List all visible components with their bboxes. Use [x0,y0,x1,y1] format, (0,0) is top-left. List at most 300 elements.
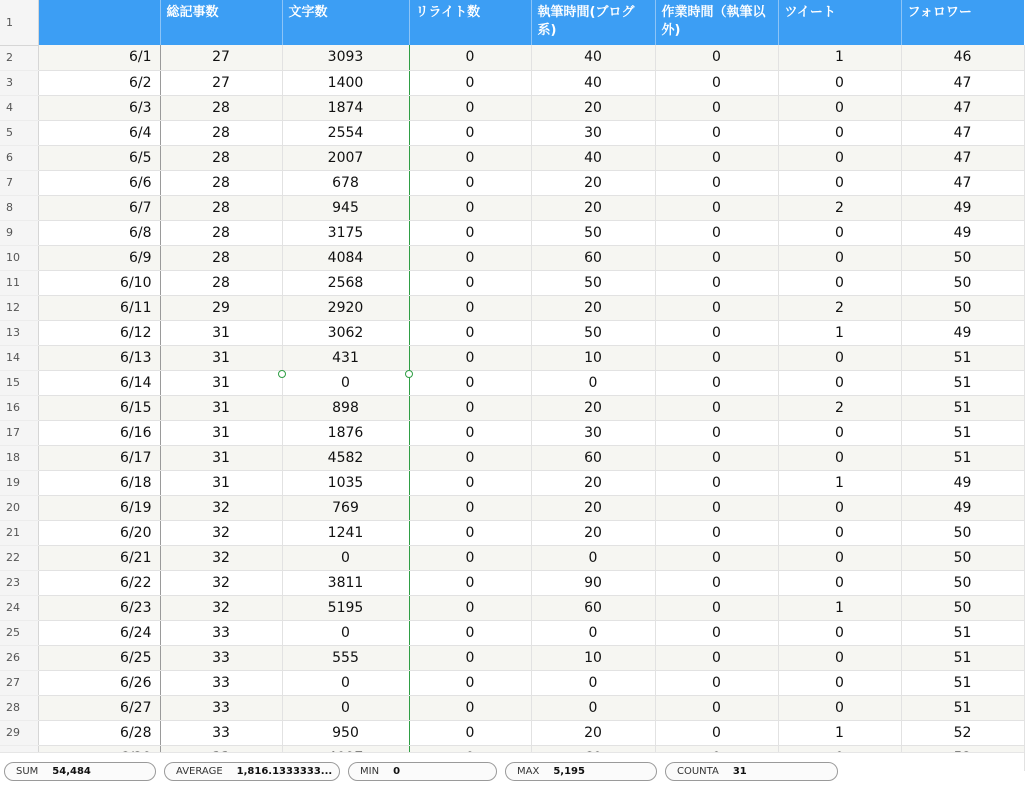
cell-character-count[interactable]: 769 [282,495,409,520]
cell-date[interactable]: 6/19 [38,495,160,520]
cell-writing-time[interactable]: 20 [531,295,655,320]
table-row [0,545,1024,570]
cell-work-time[interactable]: 0 [655,170,778,195]
cell-rewrites[interactable]: 0 [409,320,531,345]
table-row [0,595,1024,620]
row-number[interactable]: 4 [0,95,38,120]
cell-work-time[interactable]: 0 [655,345,778,370]
cell-character-count[interactable]: 1241 [282,520,409,545]
cell-total-articles[interactable]: 31 [160,370,282,395]
cell-work-time[interactable]: 0 [655,195,778,220]
cell-rewrites[interactable]: 0 [409,245,531,270]
cell-character-count[interactable]: 3062 [282,320,409,345]
cell-total-articles[interactable]: 28 [160,195,282,220]
cell-date[interactable]: 6/3 [38,95,160,120]
cell-followers[interactable]: 49 [901,470,1024,495]
cell-date[interactable]: 6/27 [38,695,160,720]
cell-work-time[interactable]: 0 [655,245,778,270]
cell-followers[interactable]: 50 [901,545,1024,570]
cell-followers[interactable]: 51 [901,345,1024,370]
cell-total-articles[interactable]: 33 [160,720,282,745]
cell-work-time[interactable]: 0 [655,645,778,670]
cell-character-count[interactable]: 4582 [282,445,409,470]
cell-tweets[interactable]: 0 [778,495,901,520]
cell-total-articles[interactable]: 31 [160,395,282,420]
cell-total-articles[interactable]: 32 [160,570,282,595]
cell-rewrites[interactable]: 0 [409,720,531,745]
cell-work-time[interactable]: 0 [655,295,778,320]
cell-tweets[interactable]: 0 [778,645,901,670]
cell-writing-time[interactable]: 50 [531,220,655,245]
cell-tweets[interactable]: 0 [778,220,901,245]
cell-tweets[interactable]: 0 [778,420,901,445]
cell-writing-time[interactable]: 20 [531,170,655,195]
cell-total-articles[interactable]: 31 [160,345,282,370]
table-row [0,420,1024,445]
table-row [0,120,1024,145]
cell-character-count[interactable]: 431 [282,345,409,370]
header-cell-work-time[interactable]: 作業時間（執筆以外) [655,0,778,45]
status-bar [0,752,1024,790]
cell-character-count[interactable]: 1035 [282,470,409,495]
cell-total-articles[interactable]: 32 [160,595,282,620]
row-number[interactable]: 6 [0,145,38,170]
cell-tweets[interactable]: 0 [778,345,901,370]
row-number[interactable]: 21 [0,520,38,545]
cell-date[interactable]: 6/2 [38,70,160,95]
cell-followers[interactable]: 50 [901,295,1024,320]
cell-date[interactable]: 6/21 [38,545,160,570]
cell-tweets[interactable]: 1 [778,720,901,745]
cell-rewrites[interactable]: 0 [409,170,531,195]
cell-date[interactable]: 6/15 [38,395,160,420]
cell-total-articles[interactable]: 28 [160,245,282,270]
cell-followers[interactable]: 51 [901,645,1024,670]
cell-writing-time[interactable]: 20 [531,470,655,495]
cell-total-articles[interactable]: 31 [160,420,282,445]
cell-character-count[interactable]: 945 [282,195,409,220]
table-row [0,670,1024,695]
cell-character-count[interactable]: 2568 [282,270,409,295]
cell-tweets[interactable]: 0 [778,145,901,170]
cell-total-articles[interactable]: 31 [160,445,282,470]
cell-work-time[interactable]: 0 [655,470,778,495]
row-number[interactable]: 29 [0,720,38,745]
row-number[interactable]: 3 [0,70,38,95]
cell-rewrites[interactable]: 0 [409,645,531,670]
cell-writing-time[interactable]: 10 [531,345,655,370]
cell-writing-time[interactable]: 40 [531,70,655,95]
row-number[interactable]: 23 [0,570,38,595]
row-number[interactable]: 9 [0,220,38,245]
table-row [0,495,1024,520]
cell-tweets[interactable]: 2 [778,295,901,320]
cell-writing-time[interactable]: 40 [531,45,655,70]
cell-character-count[interactable]: 0 [282,545,409,570]
table-row [0,620,1024,645]
cell-writing-time[interactable]: 40 [531,145,655,170]
cell-tweets[interactable]: 0 [778,245,901,270]
cell-date[interactable]: 6/6 [38,170,160,195]
row-number[interactable]: 13 [0,320,38,345]
cell-followers[interactable]: 49 [901,220,1024,245]
cell-writing-time[interactable]: 20 [531,95,655,120]
cell-character-count[interactable]: 5195 [282,595,409,620]
min-label: MIN [360,766,380,777]
cell-work-time[interactable]: 0 [655,570,778,595]
cell-character-count[interactable]: 1874 [282,95,409,120]
cell-followers[interactable]: 47 [901,70,1024,95]
cell-followers[interactable]: 51 [901,695,1024,720]
cell-work-time[interactable]: 0 [655,320,778,345]
cell-total-articles[interactable]: 28 [160,95,282,120]
cell-followers[interactable]: 47 [901,95,1024,120]
cell-tweets[interactable]: 0 [778,170,901,195]
cell-rewrites[interactable]: 0 [409,520,531,545]
cell-date[interactable]: 6/17 [38,445,160,470]
row-number[interactable]: 19 [0,470,38,495]
cell-work-time[interactable]: 0 [655,45,778,70]
table-row [0,95,1024,120]
cell-followers[interactable]: 51 [901,370,1024,395]
cell-tweets[interactable]: 0 [778,545,901,570]
cell-date[interactable]: 6/11 [38,295,160,320]
cell-tweets[interactable]: 1 [778,320,901,345]
average-value: 1,816.1333333... [236,766,333,777]
cell-total-articles[interactable]: 31 [160,470,282,495]
cell-date[interactable]: 6/5 [38,145,160,170]
cell-followers[interactable]: 51 [901,620,1024,645]
cell-followers[interactable]: 49 [901,320,1024,345]
cell-character-count[interactable]: 0 [282,695,409,720]
row-number[interactable]: 27 [0,670,38,695]
cell-total-articles[interactable]: 33 [160,620,282,645]
table-row [0,195,1024,220]
cell-writing-time[interactable]: 0 [531,670,655,695]
cell-writing-time[interactable]: 90 [531,570,655,595]
cell-writing-time[interactable]: 50 [531,270,655,295]
row-number[interactable]: 7 [0,170,38,195]
header-row [0,0,1024,45]
cell-rewrites[interactable]: 0 [409,145,531,170]
max-pill[interactable] [505,762,657,781]
header-cell-date[interactable] [38,0,160,45]
cell-rewrites[interactable]: 0 [409,595,531,620]
cell-date[interactable]: 6/1 [38,45,160,70]
min-pill[interactable] [348,762,497,781]
cell-followers[interactable]: 51 [901,445,1024,470]
cell-total-articles[interactable]: 33 [160,645,282,670]
cell-tweets[interactable]: 0 [778,620,901,645]
cell-date[interactable]: 6/24 [38,620,160,645]
sum-value: 54,484 [52,766,91,777]
cell-date[interactable]: 6/8 [38,220,160,245]
cell-followers[interactable]: 50 [901,520,1024,545]
cell-followers[interactable]: 47 [901,170,1024,195]
header-cell-rewrites[interactable]: リライト数 [409,0,531,45]
cell-rewrites[interactable]: 0 [409,620,531,645]
cell-work-time[interactable]: 0 [655,120,778,145]
cell-tweets[interactable]: 2 [778,195,901,220]
cell-writing-time[interactable]: 0 [531,545,655,570]
cell-work-time[interactable]: 0 [655,545,778,570]
table-row [0,270,1024,295]
cell-rewrites[interactable]: 0 [409,195,531,220]
cell-work-time[interactable]: 0 [655,495,778,520]
row-number[interactable]: 16 [0,395,38,420]
cell-tweets[interactable]: 0 [778,95,901,120]
selection-handle-left[interactable] [278,370,286,378]
cell-rewrites[interactable]: 0 [409,370,531,395]
cell-character-count[interactable]: 4084 [282,245,409,270]
row-number[interactable]: 25 [0,620,38,645]
cell-work-time[interactable]: 0 [655,445,778,470]
cell-writing-time[interactable]: 0 [531,695,655,720]
table-row [0,520,1024,545]
cell-writing-time[interactable]: 20 [531,395,655,420]
cell-tweets[interactable]: 0 [778,70,901,95]
table-row [0,45,1024,70]
table-row [0,320,1024,345]
table-row [0,570,1024,595]
cell-work-time[interactable]: 0 [655,595,778,620]
row-number[interactable]: 26 [0,645,38,670]
cell-tweets[interactable]: 0 [778,120,901,145]
cell-rewrites[interactable]: 0 [409,395,531,420]
cell-total-articles[interactable]: 28 [160,220,282,245]
table-row [0,470,1024,495]
cell-character-count[interactable]: 950 [282,720,409,745]
cell-work-time[interactable]: 0 [655,70,778,95]
cell-tweets[interactable]: 1 [778,595,901,620]
row-number[interactable]: 14 [0,345,38,370]
cell-writing-time[interactable]: 20 [531,520,655,545]
cell-rewrites[interactable]: 0 [409,495,531,520]
row-number[interactable]: 18 [0,445,38,470]
cell-writing-time[interactable]: 60 [531,245,655,270]
row-number[interactable]: 20 [0,495,38,520]
cell-work-time[interactable]: 0 [655,95,778,120]
cell-followers[interactable]: 50 [901,595,1024,620]
cell-followers[interactable]: 50 [901,245,1024,270]
row-number[interactable]: 24 [0,595,38,620]
cell-work-time[interactable]: 0 [655,520,778,545]
sum-label: SUM [16,766,39,777]
cell-work-time[interactable]: 0 [655,370,778,395]
cell-character-count[interactable]: 0 [282,670,409,695]
cell-writing-time[interactable]: 20 [531,195,655,220]
row-number[interactable]: 17 [0,420,38,445]
cell-character-count[interactable]: 1876 [282,420,409,445]
cell-followers[interactable]: 46 [901,45,1024,70]
cell-rewrites[interactable]: 0 [409,120,531,145]
cell-date[interactable]: 6/12 [38,320,160,345]
cell-rewrites[interactable]: 0 [409,695,531,720]
average-pill[interactable] [164,762,340,781]
cell-rewrites[interactable]: 0 [409,445,531,470]
cell-writing-time[interactable]: 30 [531,420,655,445]
table-row [0,395,1024,420]
table-row [0,245,1024,270]
header-cell-total-articles[interactable]: 総記事数 [160,0,282,45]
cell-followers[interactable]: 47 [901,120,1024,145]
cell-total-articles[interactable]: 27 [160,70,282,95]
cell-followers[interactable]: 52 [901,720,1024,745]
cell-total-articles[interactable]: 28 [160,270,282,295]
counta-value: 31 [732,766,747,777]
cell-total-articles[interactable]: 32 [160,520,282,545]
cell-character-count[interactable]: 555 [282,645,409,670]
table-row [0,645,1024,670]
header-cell-writing-time[interactable]: 執筆時間(ブログ系) [531,0,655,45]
row-number[interactable]: 28 [0,695,38,720]
row-number[interactable]: 15 [0,370,38,395]
cell-total-articles[interactable]: 32 [160,545,282,570]
cell-tweets[interactable]: 0 [778,270,901,295]
cell-date[interactable]: 6/4 [38,120,160,145]
cell-rewrites[interactable]: 0 [409,470,531,495]
cell-total-articles[interactable]: 32 [160,495,282,520]
table-row [0,70,1024,95]
cell-writing-time[interactable]: 0 [531,370,655,395]
cell-total-articles[interactable]: 27 [160,45,282,70]
cell-writing-time[interactable]: 60 [531,445,655,470]
cell-tweets[interactable]: 0 [778,695,901,720]
cell-rewrites[interactable]: 0 [409,345,531,370]
cell-rewrites[interactable]: 0 [409,570,531,595]
header-cell-followers[interactable]: フォロワー [901,0,1024,45]
cell-followers[interactable]: 50 [901,570,1024,595]
cell-followers[interactable]: 49 [901,195,1024,220]
cell-rewrites[interactable]: 0 [409,220,531,245]
cell-date[interactable]: 6/9 [38,245,160,270]
cell-writing-time[interactable]: 30 [531,120,655,145]
cell-tweets[interactable]: 1 [778,470,901,495]
cell-work-time[interactable]: 0 [655,420,778,445]
cell-writing-time[interactable]: 60 [531,595,655,620]
cell-date[interactable]: 6/14 [38,370,160,395]
cell-followers[interactable]: 50 [901,270,1024,295]
row-number[interactable]: 10 [0,245,38,270]
cell-character-count[interactable]: 898 [282,395,409,420]
cell-tweets[interactable]: 0 [778,520,901,545]
cell-date[interactable]: 6/7 [38,195,160,220]
cell-followers[interactable]: 49 [901,495,1024,520]
cell-total-articles[interactable]: 31 [160,320,282,345]
cell-work-time[interactable]: 0 [655,720,778,745]
cell-character-count[interactable]: 0 [282,620,409,645]
counta-label: COUNTA [677,766,719,777]
cell-total-articles[interactable]: 29 [160,295,282,320]
cell-rewrites[interactable]: 0 [409,545,531,570]
cell-rewrites[interactable]: 0 [409,70,531,95]
cell-rewrites[interactable]: 0 [409,95,531,120]
row-number[interactable]: 12 [0,295,38,320]
cell-character-count[interactable]: 678 [282,170,409,195]
cell-tweets[interactable]: 0 [778,445,901,470]
cell-tweets[interactable]: 0 [778,670,901,695]
cell-work-time[interactable]: 0 [655,395,778,420]
cell-character-count[interactable]: 3175 [282,220,409,245]
cell-total-articles[interactable]: 28 [160,145,282,170]
cell-rewrites[interactable]: 0 [409,45,531,70]
cell-followers[interactable]: 51 [901,670,1024,695]
cell-date[interactable]: 6/20 [38,520,160,545]
cell-total-articles[interactable]: 33 [160,695,282,720]
cell-total-articles[interactable]: 28 [160,170,282,195]
cell-character-count[interactable]: 0 [282,370,409,395]
cell-followers[interactable]: 51 [901,395,1024,420]
cell-followers[interactable]: 47 [901,145,1024,170]
cell-character-count[interactable]: 2554 [282,120,409,145]
cell-tweets[interactable]: 2 [778,395,901,420]
cell-writing-time[interactable]: 20 [531,720,655,745]
cell-rewrites[interactable]: 0 [409,420,531,445]
table-row [0,445,1024,470]
row-number[interactable]: 22 [0,545,38,570]
header-cell-character-count[interactable]: 文字数 [282,0,409,45]
row-number[interactable]: 2 [0,45,38,70]
cell-character-count[interactable]: 2920 [282,295,409,320]
cell-work-time[interactable]: 0 [655,695,778,720]
cell-tweets[interactable]: 1 [778,45,901,70]
cell-character-count[interactable]: 1400 [282,70,409,95]
cell-writing-time[interactable]: 10 [531,645,655,670]
cell-total-articles[interactable]: 28 [160,120,282,145]
cell-rewrites[interactable]: 0 [409,295,531,320]
cell-character-count[interactable]: 2007 [282,145,409,170]
cell-date[interactable]: 6/10 [38,270,160,295]
sum-pill[interactable] [4,762,156,781]
row-number[interactable]: 1 [0,0,38,45]
selection-handle-right[interactable] [405,370,413,378]
cell-rewrites[interactable]: 0 [409,270,531,295]
cell-total-articles[interactable]: 33 [160,670,282,695]
cell-work-time[interactable]: 0 [655,220,778,245]
cell-work-time[interactable]: 0 [655,670,778,695]
cell-work-time[interactable]: 0 [655,620,778,645]
cell-character-count[interactable]: 3093 [282,45,409,70]
row-number[interactable]: 8 [0,195,38,220]
cell-work-time[interactable]: 0 [655,270,778,295]
cell-character-count[interactable]: 3811 [282,570,409,595]
cell-date[interactable]: 6/22 [38,570,160,595]
cell-tweets[interactable]: 0 [778,370,901,395]
cell-date[interactable]: 6/28 [38,720,160,745]
cell-writing-time[interactable]: 0 [531,620,655,645]
cell-date[interactable]: 6/25 [38,645,160,670]
row-number[interactable]: 5 [0,120,38,145]
cell-rewrites[interactable]: 0 [409,670,531,695]
row-number[interactable]: 11 [0,270,38,295]
cell-date[interactable]: 6/18 [38,470,160,495]
cell-writing-time[interactable]: 20 [531,495,655,520]
cell-followers[interactable]: 51 [901,420,1024,445]
max-value: 5,195 [553,766,585,777]
average-label: AVERAGE [176,766,223,777]
min-value: 0 [393,766,401,777]
cell-tweets[interactable]: 0 [778,570,901,595]
cell-date[interactable]: 6/16 [38,420,160,445]
counta-pill[interactable] [665,762,838,781]
cell-work-time[interactable]: 0 [655,145,778,170]
cell-date[interactable]: 6/13 [38,345,160,370]
table-row [0,370,1024,395]
cell-date[interactable]: 6/23 [38,595,160,620]
cell-writing-time[interactable]: 50 [531,320,655,345]
header-cell-tweets[interactable]: ツイート [778,0,901,45]
cell-date[interactable]: 6/26 [38,670,160,695]
